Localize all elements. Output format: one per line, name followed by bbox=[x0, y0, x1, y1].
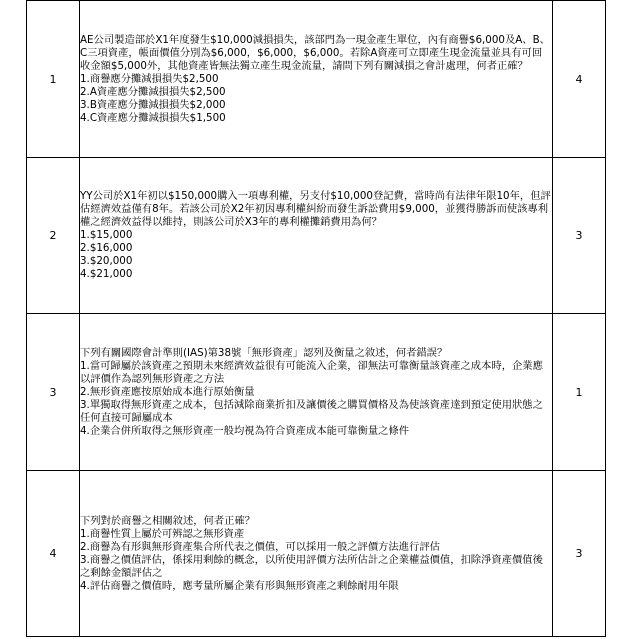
option-item: 4.C資產應分攤減損損失$1,500 bbox=[80, 111, 226, 124]
option-item: 3.$20,000 bbox=[80, 255, 133, 267]
option-item: 2.無形資產應按原始成本進行原始衡量 bbox=[80, 385, 255, 398]
option-item: 2.$16,000 bbox=[80, 242, 133, 254]
question-text bbox=[80, 158, 553, 314]
answer-value: 4 bbox=[553, 1, 606, 158]
table-row bbox=[27, 158, 606, 314]
question-stem: 下列對於商譽之相關敘述，何者正確？ bbox=[80, 514, 256, 527]
question-table bbox=[26, 0, 606, 637]
option-item: 2.商譽為有形與無形資產集合所代表之價值，可以採用一般之評價方法進行評估 bbox=[80, 540, 440, 553]
option-item: 2.A資產應分攤減損損失$2,500 bbox=[80, 85, 226, 98]
question-text bbox=[80, 314, 553, 471]
question-number: 4 bbox=[27, 471, 80, 637]
table-row bbox=[27, 1, 606, 158]
question-stem: AE公司製造部於X1年度發生$10,000減損損失，該部門為一現金產生單位，內有商譽$6,000及A、B、C三項資產，帳面價值分別為$6,000，$6,000，$6,000。若除A資產可立即產生現金流量並具有可回收金額$5,000外，其他資產皆無法獨立產生現金流量，請問下列有關減損之會計處理，何者正確？ bbox=[80, 33, 550, 72]
question-text bbox=[80, 471, 553, 637]
option-item: 1.當可歸屬於該資產之預期未來經濟效益很有可能流入企業，卻無法可靠衡量該資產之成本時，企業應以評價作為認列無形資產之方法 bbox=[80, 359, 543, 385]
table-row bbox=[27, 471, 606, 637]
option-item: 1.商譽應分攤減損損失$2,500 bbox=[80, 72, 219, 85]
option-item: 4.$21,000 bbox=[80, 268, 133, 280]
answer-value: 3 bbox=[553, 471, 606, 637]
option-item: 3.B資產應分攤減損損失$2,000 bbox=[80, 98, 226, 111]
option-item: 3.單獨取得無形資產之成本，包括減除商業折扣及讓價後之購買價格及為使該資產達到預定使用狀態之任何直接可歸屬成本 bbox=[80, 398, 543, 424]
question-number: 3 bbox=[27, 314, 80, 471]
question-text bbox=[80, 1, 553, 158]
option-item: 1.商譽性質上屬於可辨認之無形資產 bbox=[80, 527, 245, 540]
answer-value: 1 bbox=[553, 314, 606, 471]
question-number: 1 bbox=[27, 1, 80, 158]
option-item: 4.企業合併所取得之無形資產一般均視為符合資產成本能可靠衡量之條件 bbox=[80, 424, 410, 437]
option-item: 3.商譽之價值評估，係採用剩餘的概念，以所使用評價方法所估計之企業權益價值，扣除淨資產價值後之剩餘金額評估之 bbox=[80, 553, 543, 579]
question-number: 2 bbox=[27, 158, 80, 314]
question-stem: 下列有關國際會計準則(IAS)第38號「無形資產」認列及衡量之敘述，何者錯誤？ bbox=[80, 346, 448, 359]
option-item: 4.評估商譽之價值時，應考量所屬企業有形與無形資產之剩餘耐用年限 bbox=[80, 579, 399, 592]
table-row bbox=[27, 314, 606, 471]
answer-value: 3 bbox=[553, 158, 606, 314]
option-item: 1.$15,000 bbox=[80, 229, 133, 241]
question-stem: YY公司於X1年初以$150,000購入一項專利權，另支付$10,000登記費，當時尚有法律年限10年，但評估經濟效益僅有8年。若該公司於X2年初因專利權糾紛而發生訴訟費用$9,000，並獲得勝訴而使該專利權之經濟效益得以維持，則該公司於X3年的專利權攤銷費用為何？ bbox=[80, 190, 551, 228]
